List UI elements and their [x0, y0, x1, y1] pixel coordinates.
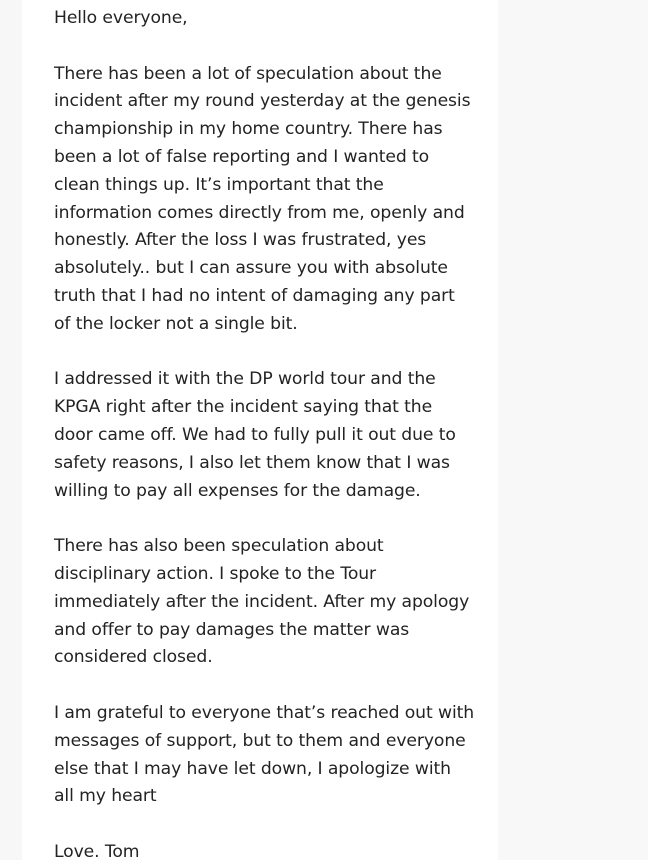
paragraph-line: clean things up. It’s important that the [54, 174, 384, 195]
paragraph-line: all my heart [54, 786, 157, 807]
paragraph-line: truth that I had no intent of damaging any part [54, 285, 455, 306]
paragraph-apology [54, 700, 494, 811]
letter-signoff: Love. Tom [54, 841, 140, 860]
paragraph-gap [54, 33, 494, 61]
paragraph-line: considered closed. [54, 647, 213, 668]
paragraph-disciplinary [54, 533, 494, 672]
paragraph-line: and offer to pay damages the matter was [54, 619, 410, 640]
paragraph-line: messages of support, but to them and everyone [54, 730, 466, 751]
paragraph-addressed [54, 366, 494, 505]
paragraph-line: There has been a lot of speculation about the [54, 63, 442, 84]
paragraph-line: championship in my home country. There has [54, 119, 443, 140]
paragraph-line: safety reasons, I also let them know that I was [54, 452, 450, 473]
paragraph-line: of the locker not a single bit. [54, 313, 298, 334]
paragraph-gap [54, 339, 494, 367]
paragraph-line: information comes directly from me, openly and [54, 202, 465, 223]
paragraph-line: I am grateful to everyone that’s reached out with [54, 702, 475, 723]
paragraph-line: There has also been speculation about [54, 536, 384, 557]
paragraph-line: been a lot of false reporting and I wanted to [54, 146, 430, 167]
paragraph-line: absolutely.. but I can assure you with absolute [54, 258, 448, 279]
paragraph-line: disciplinary action. I spoke to the Tour [54, 563, 377, 584]
paragraph-line: door came off. We had to fully pull it out due to [54, 424, 456, 445]
paragraph-line: honestly. After the loss I was frustrated, yes [54, 230, 427, 251]
letter-greeting: Hello everyone, [54, 8, 188, 28]
paragraph-line: I addressed it with the DP world tour and the [54, 369, 436, 390]
paragraph-line: immediately after the incident. After my apology [54, 591, 470, 612]
letter-body [54, 5, 494, 860]
right-margin [498, 0, 648, 860]
paragraph-line: KPGA right after the incident saying that the [54, 397, 433, 418]
paragraph-line: incident after my round yesterday at the genesis [54, 91, 471, 112]
paragraph-gap [54, 672, 494, 700]
paragraph-gap [54, 811, 494, 839]
paragraph-statement [54, 61, 494, 339]
paragraph-line: else that I may have let down, I apologize with [54, 758, 451, 779]
paragraph-line: willing to pay all expenses for the damage. [54, 480, 421, 501]
paragraph-gap [54, 505, 494, 533]
